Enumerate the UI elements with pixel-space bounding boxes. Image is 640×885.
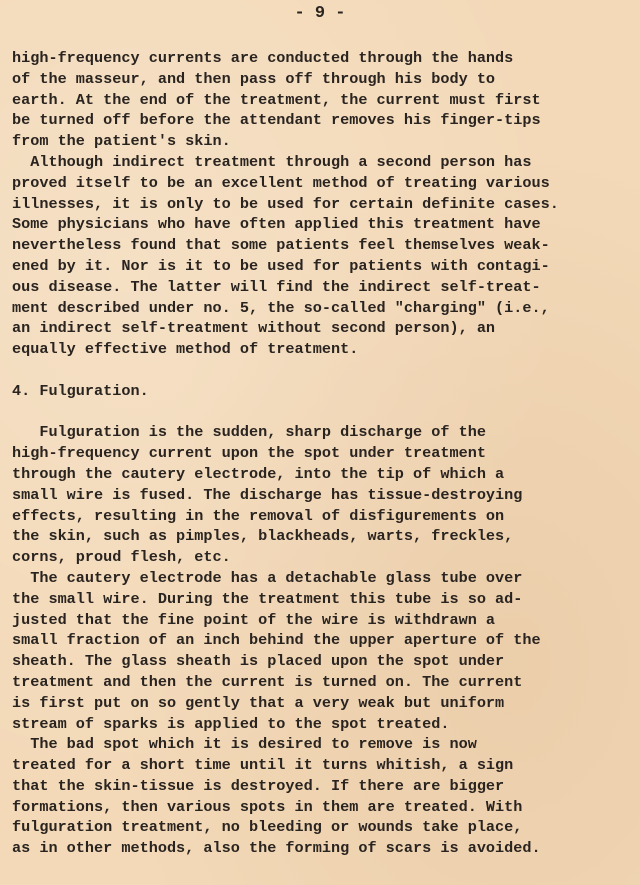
text-line: sheath. The glass sheath is placed upon the spot under — [12, 652, 505, 671]
text-line: of the masseur, and then pass off through his body to — [12, 69, 496, 88]
text-line: an indirect self-treatment without second person), an — [12, 319, 496, 338]
text-line: treatment and then the current is turned on. The current — [12, 672, 523, 691]
section-heading — [12, 381, 632, 402]
text-line: illnesses, it is only to be used for certain definite cases. — [12, 194, 559, 213]
text-line: treated for a short time until it turns whitish, a sign — [12, 756, 514, 775]
text-line: justed that the fine point of the wire is withdrawn a — [12, 610, 496, 629]
text-line: from the patient's skin. — [12, 132, 231, 151]
text-line: The bad spot which it is desired to remove is now — [12, 735, 477, 754]
text-line: small wire is fused. The discharge has tissue-destroying — [12, 485, 523, 504]
text-line: proved itself to be an excellent method of treating various — [12, 173, 550, 192]
text-line: The cautery electrode has a detachable glass tube over — [12, 568, 523, 587]
body-text — [12, 48, 632, 859]
text-line: Although indirect treatment through a second person has — [12, 152, 532, 171]
text-line: the small wire. During the treatment this tube is so ad- — [12, 589, 523, 608]
text-line: effects, resulting in the removal of disfigurements on — [12, 506, 505, 525]
text-line: Some physicians who have often applied this treatment have — [12, 215, 541, 234]
text-line: high-frequency current upon the spot under treatment — [12, 444, 486, 463]
text-line: the skin, such as pimples, blackheads, warts, freckles, — [12, 527, 514, 546]
text-line: corns, proud flesh, etc. — [12, 548, 231, 567]
text-line: stream of sparks is applied to the spot treated. — [12, 714, 450, 733]
paragraph-gap — [12, 360, 632, 381]
paragraph-gap — [12, 402, 632, 423]
text-line: fulguration treatment, no bleeding or wounds take place, — [12, 818, 523, 837]
text-line: equally effective method of treatment. — [12, 340, 359, 359]
text-line: earth. At the end of the treatment, the current must first — [12, 90, 541, 109]
text-line: Fulguration is the sudden, sharp discharge of the — [12, 423, 486, 442]
paragraph — [12, 48, 632, 360]
text-line: is first put on so gently that a very weak but uniform — [12, 693, 505, 712]
text-line: small fraction of an inch behind the upper aperture of the — [12, 631, 541, 650]
text-line: be turned off before the attendant removes his finger-tips — [12, 111, 541, 130]
text-line: ened by it. Nor is it to be used for patients with contagi- — [12, 256, 550, 275]
page-number: - 9 - — [294, 4, 346, 23]
text-line: ment described under no. 5, the so-called "charging" (i.e., — [12, 298, 550, 317]
paragraph — [12, 422, 632, 859]
text-line: formations, then various spots in them are treated. With — [12, 797, 523, 816]
text-line: ous disease. The latter will find the indirect self-treat- — [12, 277, 541, 296]
text-line: that the skin-tissue is destroyed. If there are bigger — [12, 776, 505, 795]
text-line: through the cautery electrode, into the tip of which a — [12, 464, 505, 483]
text-line: high-frequency currents are conducted through the hands — [12, 49, 514, 67]
text-line: nevertheless found that some patients feel themselves weak- — [12, 236, 550, 255]
text-line: as in other methods, also the forming of scars is avoided. — [12, 839, 541, 858]
section-heading-text: 4. Fulguration. — [12, 381, 149, 400]
